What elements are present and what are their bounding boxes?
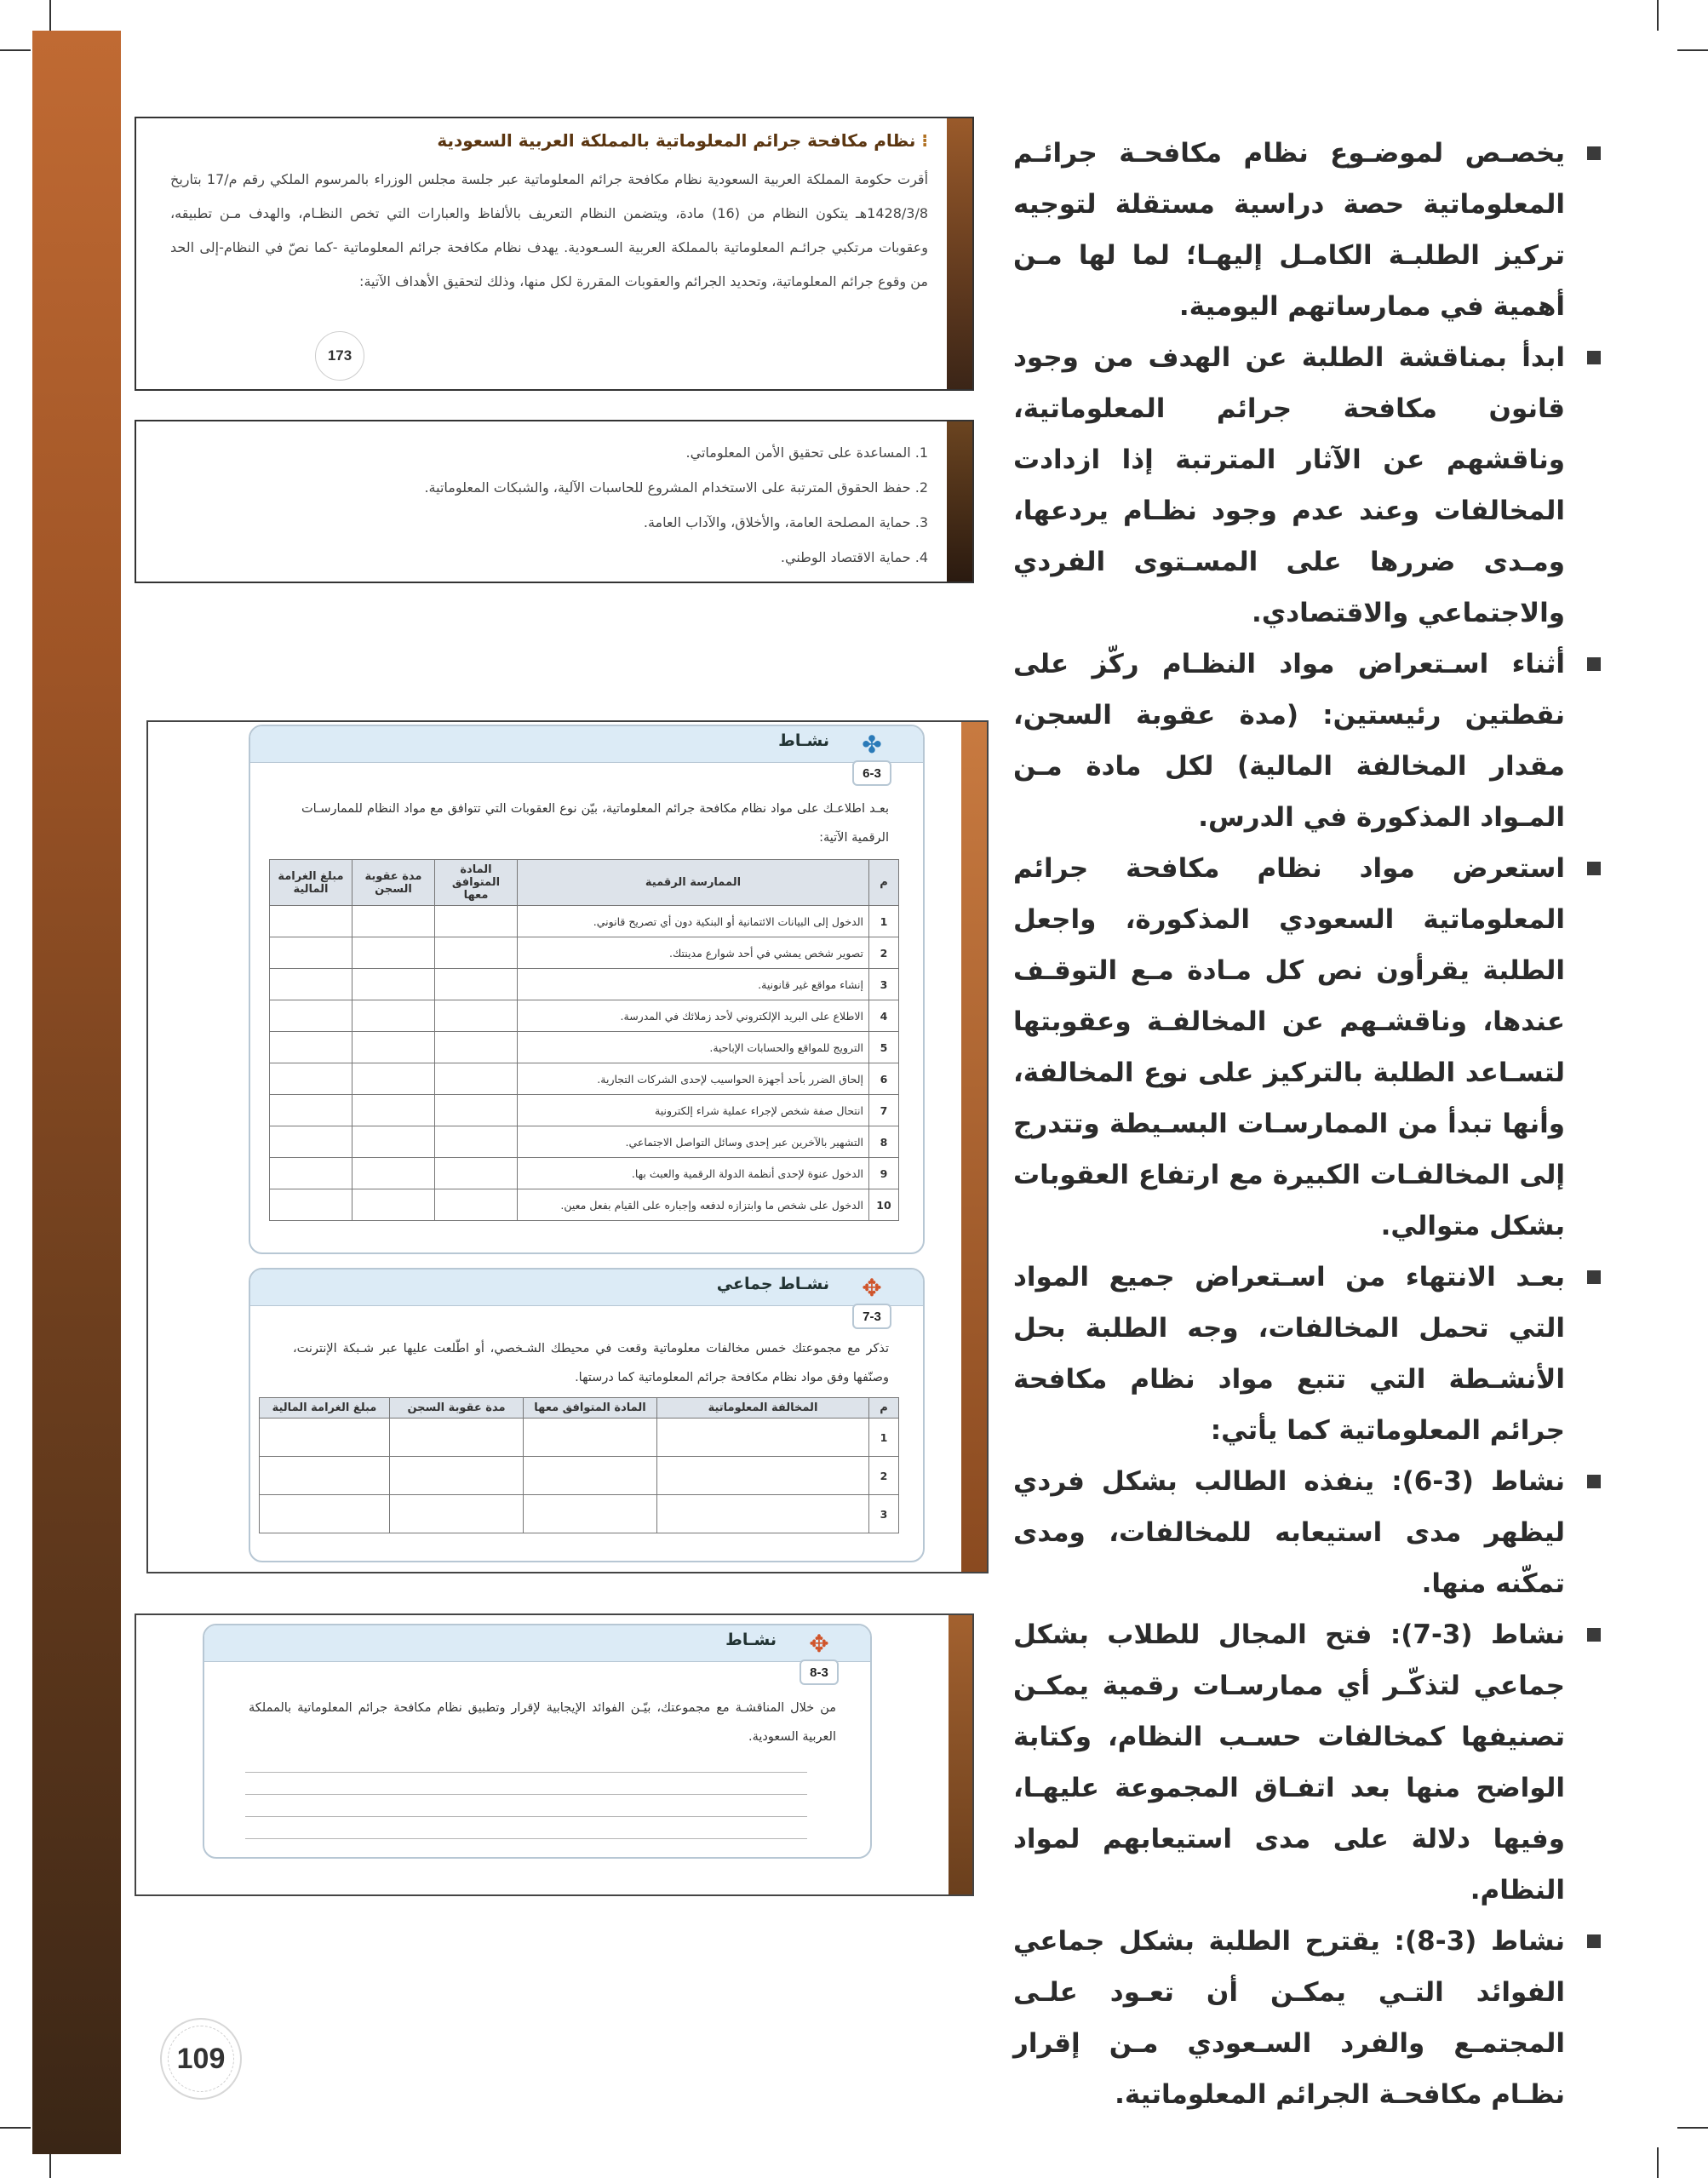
col-header: المادة المتوافق معها: [524, 1398, 657, 1419]
answer-cell[interactable]: [270, 969, 352, 1000]
answer-cell[interactable]: [390, 1495, 524, 1533]
side-color-band: [32, 31, 121, 2154]
answer-cell[interactable]: [270, 1126, 352, 1158]
answer-cell[interactable]: [657, 1457, 869, 1495]
crop-mark: [49, 0, 51, 31]
goal-item: 4. حماية الاقتصاد الوطني.: [780, 549, 928, 565]
table-row: [270, 969, 899, 1000]
activity-number: 6-3: [852, 760, 891, 786]
answer-cell[interactable]: [270, 906, 352, 937]
goal-item: 2. حفظ الحقوق المترتبة على الاستخدام المشروع للحاسبات الآلية، والشبكات المعلوماتية.: [424, 479, 928, 496]
note-text: ابدأ بمناقشة الطلبة عن الهدف من وجود قانون مكافحة جرائم المعلوماتية، وناقشهم عن الآثار المترتبة إذا ازدادت المخالفات وعند عدم وجود نظـام يردعها، ومـدى ضررها على المسـتوى الفردي والاجتماعي والاقتصادي.: [1013, 342, 1565, 628]
answer-cell[interactable]: [270, 1158, 352, 1189]
table-row: [270, 1126, 899, 1158]
note-item: [1013, 128, 1601, 332]
note-text: يخصـص لموضـوع نظام مكافحـة جرائـم المعلوماتية حصة دراسية مستقلة لتوجيه تركيز الطلبـة الكامـل إليهـا؛ لما لها مـن أهمية في ممارساتهم اليومية.: [1013, 138, 1565, 322]
row-number: 9: [869, 1158, 899, 1189]
answer-cell[interactable]: [435, 1063, 518, 1095]
answer-cell[interactable]: [435, 1095, 518, 1126]
row-number: 2: [869, 937, 899, 969]
table-header-row: [260, 1398, 899, 1419]
crop-mark: [1657, 2147, 1659, 2178]
row-practice: التشهير بالآخرين عبر إحدى وسائل التواصل الاجتماعي.: [518, 1126, 869, 1158]
row-number: 1: [869, 1419, 899, 1457]
activity-title: نشـاط: [725, 1631, 777, 1649]
answer-cell[interactable]: [435, 937, 518, 969]
answer-line[interactable]: [245, 1772, 807, 1773]
box-accent-bar: [947, 118, 972, 389]
bullet-square-icon: [1587, 1628, 1601, 1642]
row-practice: الاطلاع على البريد الإلكتروني لأحد زملائك في المدرسة.: [518, 1000, 869, 1032]
note-item: [1013, 1916, 1601, 2120]
bullet-square-icon: [1587, 146, 1601, 160]
box-accent-bar: [949, 1615, 972, 1894]
regulation-box: [135, 117, 974, 391]
row-number: 3: [869, 1495, 899, 1533]
answer-cell[interactable]: [270, 1032, 352, 1063]
table-header-row: [270, 860, 899, 906]
row-number: 8: [869, 1126, 899, 1158]
table-row: [270, 1063, 899, 1095]
col-header: مدة عقوبة السجن: [390, 1398, 524, 1419]
activity-table: [269, 859, 899, 1221]
row-practice: إنشاء مواقع غير قانونية.: [518, 969, 869, 1000]
answer-cell[interactable]: [435, 1126, 518, 1158]
activity-group-icon: ✥: [862, 1274, 882, 1302]
answer-line[interactable]: [245, 1794, 807, 1795]
note-text: أثناء اسـتعراض مواد النظـام ركّز على نقطتين رئيستين: (مدة عقوبة السجن، مقدار المخالفة المالية) لكل مادة مـن المـواد المذكورة في الدرس.: [1013, 649, 1565, 833]
row-practice: الدخول عنوة لإحدى أنظمة الدولة الرقمية والعبث بها.: [518, 1158, 869, 1189]
answer-cell[interactable]: [352, 1095, 435, 1126]
col-header: مبلغ الغرامة المالية: [260, 1398, 390, 1419]
box-accent-bar: [961, 722, 987, 1572]
note-item: [1013, 639, 1601, 843]
answer-cell[interactable]: [260, 1495, 390, 1533]
activity-box-8-3: [135, 1613, 974, 1896]
activity-icon: [799, 1629, 840, 1690]
answer-cell[interactable]: [270, 1095, 352, 1126]
goals-list: [424, 435, 928, 575]
col-header: م: [869, 1398, 899, 1419]
activity-number: 7-3: [852, 1304, 891, 1329]
answer-cell[interactable]: [352, 937, 435, 969]
table-row: [270, 1032, 899, 1063]
row-practice: الدخول إلى البيانات الائتمانية أو البنكية دون أي تصريح قانوني.: [518, 906, 869, 937]
note-item: [1013, 1609, 1601, 1916]
bullet-square-icon: [1587, 351, 1601, 364]
answer-cell[interactable]: [657, 1419, 869, 1457]
table-row: [270, 906, 899, 937]
row-number: 10: [869, 1189, 899, 1221]
table-row: [270, 1000, 899, 1032]
teacher-notes-list: [1013, 128, 1601, 2120]
activity-instruction: تذكر مع مجموعتك خمس مخالفات معلوماتية وقعت في محيطك الشـخصي، أو اطّلعت عليها عبر شـبكة الإنترنت، وصنّفها وفق مواد نظام مكافحة جرائم المعلوماتية كما درستها.: [293, 1342, 889, 1384]
crop-mark: [0, 2127, 31, 2129]
reference-page-badge: 173: [315, 331, 364, 381]
answer-cell[interactable]: [352, 1158, 435, 1189]
col-header: الممارسة الرقمية: [518, 860, 869, 906]
table-row: [270, 1158, 899, 1189]
answer-cell[interactable]: [260, 1457, 390, 1495]
row-number: 7: [869, 1095, 899, 1126]
answer-cell[interactable]: [524, 1495, 657, 1533]
row-practice: إلحاق الضرر بأحد أجهزة الحواسيب لإحدى الشركات التجارية.: [518, 1063, 869, 1095]
activity-table: [259, 1397, 899, 1533]
table-row: [260, 1495, 899, 1533]
answer-cell[interactable]: [352, 1000, 435, 1032]
crop-mark: [1657, 0, 1659, 31]
answer-cell[interactable]: [352, 1063, 435, 1095]
activity-title: نشـاط: [778, 731, 829, 750]
activity-title: نشـاط جماعي: [716, 1275, 829, 1293]
activity-group-icon: ✥: [809, 1630, 829, 1658]
answer-cell[interactable]: [352, 1126, 435, 1158]
col-header: مدة عقوبة السجن: [352, 860, 435, 906]
bullet-square-icon: [1587, 862, 1601, 875]
goals-box: [135, 420, 974, 583]
answer-cell[interactable]: [270, 1063, 352, 1095]
bullet-square-icon: [1587, 1270, 1601, 1284]
activity-instruction: من خلال المناقشـة مع مجموعتك، بيّـن الفوائد الإيجابية لإقرار وتطبيق نظام مكافحة جرائم المعلوماتية بالمملكة العربية السعودية.: [249, 1701, 836, 1744]
answer-cell[interactable]: [435, 906, 518, 937]
note-text: استعرض مواد نظام مكافحة جرائم المعلوماتية السعودي المذكورة، واجعل الطلبة يقرأون نص كل مـادة مـع التوقـف عندها، وناقشـهم عن المخالفـة وعقوبتها لتسـاعد الطلبة بالتركيز على نوع المخالفة، وأنها تبدأ من الممارسـات البسـيطة وتتدرج إلى المخالفـات الكبيرة مع ارتفاع العقوبات بشكل متوالي.: [1013, 853, 1565, 1241]
note-text: نشاط (3-8): يقترح الطلبة بشكل جماعي الفوائد التـي يمكـن أن تعـود علـى المجتمـع والفرد السـعودي مـن إقرار نظـام مكافحـة الجرائم المعلوماتية.: [1013, 1926, 1566, 2110]
crop-mark: [1677, 49, 1708, 51]
answer-cell[interactable]: [352, 969, 435, 1000]
answer-cell[interactable]: [435, 1158, 518, 1189]
page-number: [160, 2018, 242, 2100]
answer-cell[interactable]: [270, 1000, 352, 1032]
bullet-square-icon: [1587, 1934, 1601, 1948]
activity-icon: [851, 1273, 892, 1334]
activity-person-icon: ✤: [862, 731, 882, 759]
answer-cell[interactable]: [390, 1419, 524, 1457]
row-practice: الدخول على شخص ما وابتزازه لدفعه وإجباره على القيام بفعل معين.: [518, 1189, 869, 1221]
note-item: [1013, 1456, 1601, 1609]
crop-mark: [0, 49, 31, 51]
table-row: [270, 1095, 899, 1126]
answer-cell[interactable]: [657, 1495, 869, 1533]
goal-item: 1. المساعدة على تحقيق الأمن المعلوماتي.: [685, 444, 928, 461]
answer-cell[interactable]: [270, 1189, 352, 1221]
answer-line[interactable]: [245, 1838, 807, 1839]
regulation-title: [437, 130, 928, 151]
activity-card-7-3: [249, 1268, 925, 1562]
crop-mark: [1677, 2127, 1708, 2129]
answer-cell[interactable]: [270, 937, 352, 969]
row-number: 1: [869, 906, 899, 937]
page-number-text: 109: [168, 2026, 234, 2092]
note-item: [1013, 1252, 1601, 1456]
row-practice: تصوير شخص يمشي في أحد شوارع مدينتك.: [518, 937, 869, 969]
activities-frame: [146, 720, 989, 1573]
answer-cell[interactable]: [260, 1419, 390, 1457]
col-header: المخالفة المعلوماتية: [657, 1398, 869, 1419]
row-number: 3: [869, 969, 899, 1000]
note-text: نشاط (3-7): فتح المجال للطلاب بشكل جماعي لتذكّـر أي ممارسـات رقمية يمكـن تصنيفها كمخالفات حسـب النظام، وكتابة الواضح منها بعد اتفـاق المجموعة عليهـا، وفيها دلالة على مدى استيعابهم لمواد النظام.: [1013, 1619, 1565, 1906]
answer-cell[interactable]: [435, 1032, 518, 1063]
answer-cell[interactable]: [352, 1032, 435, 1063]
note-text: بعـد الانتهاء من اسـتعراض جميع المواد التي تحمل المخالفات، وجه الطلبة بحل الأنشـطة التي تتبع مواد نظام مكافحة جرائم المعلوماتية كما يأتي:: [1013, 1262, 1565, 1446]
activity-number: 8-3: [800, 1659, 839, 1685]
note-item: [1013, 843, 1601, 1252]
answer-cell[interactable]: [435, 1189, 518, 1221]
answer-cell[interactable]: [435, 969, 518, 1000]
answer-cell[interactable]: [435, 1000, 518, 1032]
col-header: م: [869, 860, 899, 906]
answer-cell[interactable]: [352, 906, 435, 937]
answer-line[interactable]: [245, 1816, 807, 1817]
box-accent-bar: [947, 421, 972, 582]
note-text: نشاط (3-6): ينفذه الطالب بشكل فردي ليظهر مدى استيعابه للمخالفات، ومدى تمكّنه منها.: [1013, 1466, 1565, 1599]
col-header: المادة المتوافق معها: [435, 860, 518, 906]
answer-cell[interactable]: [390, 1457, 524, 1495]
regulation-paragraph: أقرت حكومة المملكة العربية السعودية نظام مكافحة جرائم المعلوماتية عبر جلسة مجلس الوزراء بالمرسوم الملكي رقم م/17 بتاريخ 1428/3/8هـ يتكون النظام من (16) مادة، ويتضمن النظام التعريف بالألفاظ والعبارات التي تخص النظـام، والهدف مـن تطبيقه، وعقوبات مرتكبي جرائـم المعلوماتية بالمملكة العربية السـعودية. يهدف نظام مكافحة جرائم المعلوماتية -كما نصّ في النظام-إلى الحد من وقوع جرائم المعلوماتية، وتحديد الجرائم والعقوبات المقررة لكل منها، وذلك لتحقيق الأهداف الآتية:: [170, 171, 929, 289]
table-row: [260, 1419, 899, 1457]
note-item: [1013, 332, 1601, 639]
activity-card-8-3: [203, 1624, 872, 1859]
bullet-square-icon: [1587, 1475, 1601, 1488]
activity-icon: [851, 730, 892, 791]
row-number: 4: [869, 1000, 899, 1032]
row-practice: الترويج للمواقع والحسابات الإباحية.: [518, 1032, 869, 1063]
row-number: 5: [869, 1032, 899, 1063]
row-practice: انتحال صفة شخص لإجراء عملية شراء إلكترونية: [518, 1095, 869, 1126]
title-marker-icon: ⁝: [915, 130, 928, 151]
answer-cell[interactable]: [524, 1419, 657, 1457]
row-number: 2: [869, 1457, 899, 1495]
regulation-title-text: نظام مكافحة جرائم المعلوماتية بالمملكة العربية السعودية: [437, 130, 916, 151]
table-row: [270, 1189, 899, 1221]
row-number: 6: [869, 1063, 899, 1095]
answer-cell[interactable]: [524, 1457, 657, 1495]
activity-card-6-3: [249, 725, 925, 1254]
goal-item: 3. حماية المصلحة العامة، والأخلاق، والآداب العامة.: [643, 514, 928, 530]
activity-instruction: بعـد اطلاعـك على مواد نظام مكافحة جرائم المعلوماتية، بيّن نوع العقوبات التي تتوافق مع مواد النظام للممارسـات الرقمية الآتية:: [301, 802, 889, 845]
bullet-square-icon: [1587, 657, 1601, 671]
table-row: [260, 1457, 899, 1495]
answer-cell[interactable]: [352, 1189, 435, 1221]
table-row: [270, 937, 899, 969]
col-header: مبلغ الغرامة المالية: [270, 860, 352, 906]
